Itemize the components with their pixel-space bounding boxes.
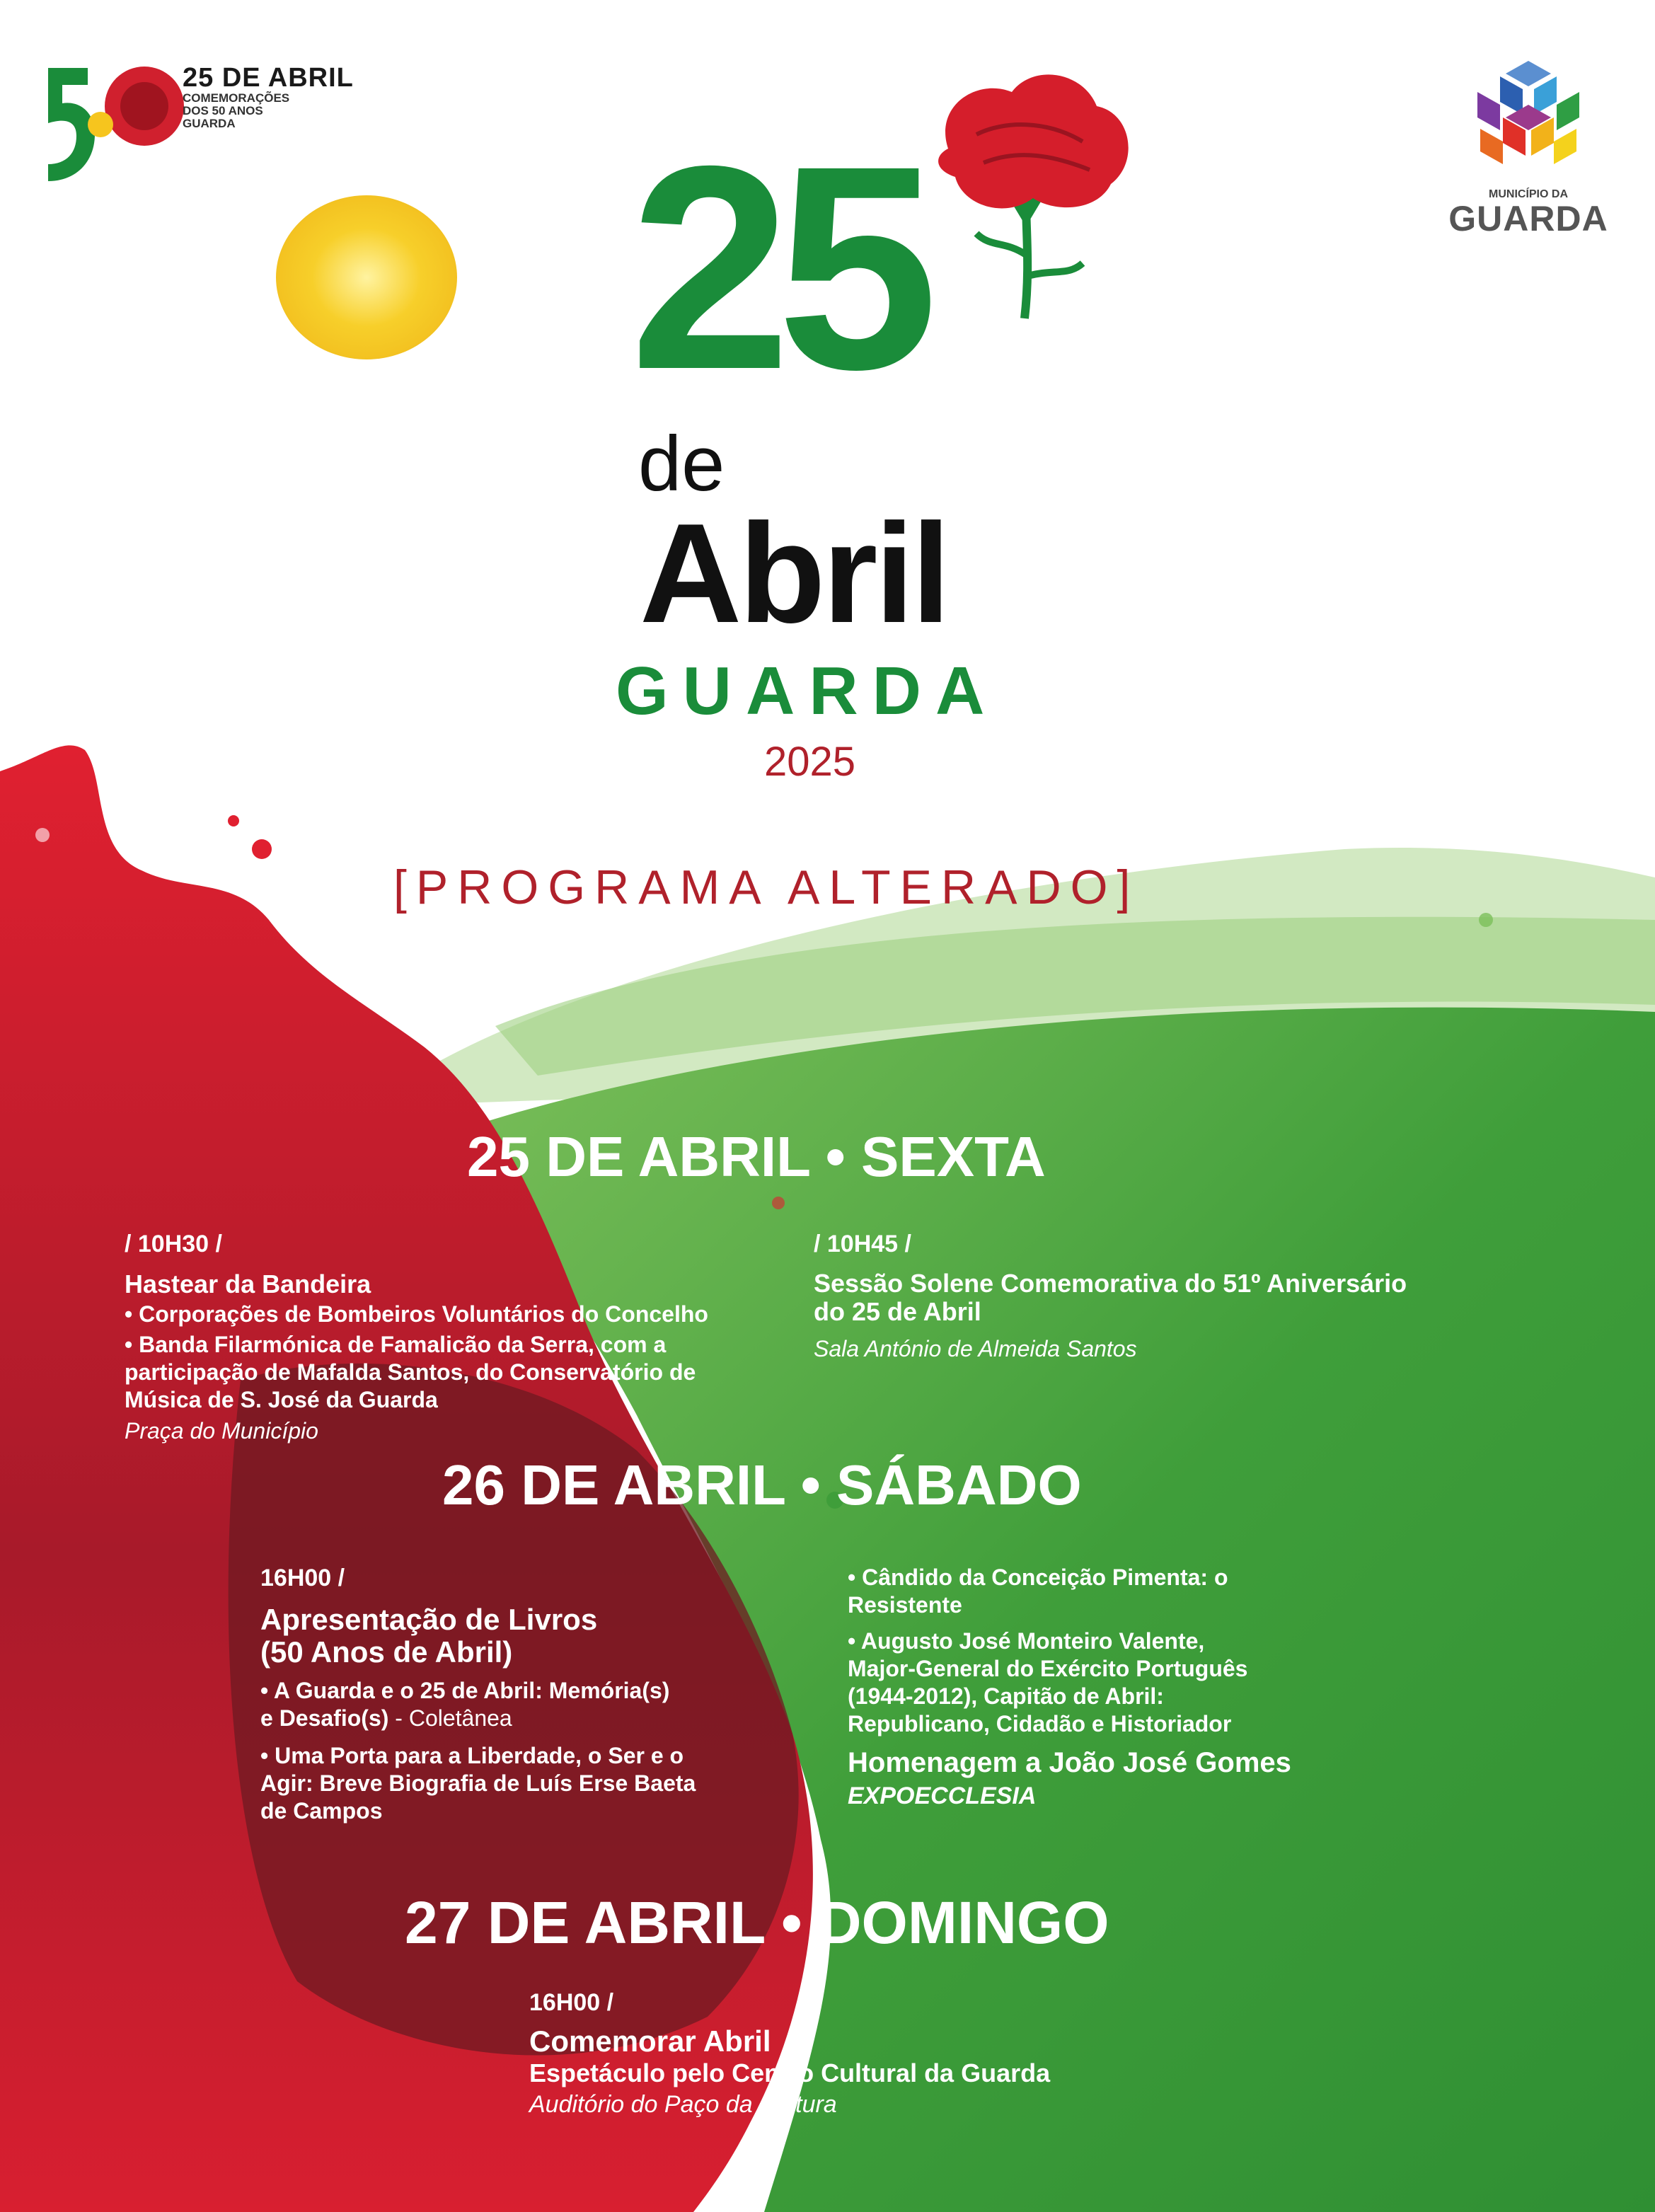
event-time: / 10H45 / [814, 1231, 911, 1257]
programme-notice: [PROGRAMA ALTERADO] [393, 860, 1140, 914]
hero-de: de [638, 420, 725, 507]
book-item: • A Guarda e o 25 de Abril: Memória(s) [260, 1678, 670, 1703]
event-bullet: Música de S. José da Guarda [125, 1387, 438, 1412]
event-flag-raising [125, 1230, 804, 1445]
hero-month: Abril [640, 495, 948, 652]
logo-line: GUARDA [183, 117, 236, 130]
event-title: Sessão Solene Comemorativa do 51º Aniversário [814, 1269, 1407, 1298]
book-suffix: - Coletânea [388, 1705, 512, 1731]
book-title: e Desafio(s) [260, 1705, 389, 1731]
event-subtitle: Espetáculo pelo Centro Cultural da Guarda [529, 2058, 1051, 2087]
event-title: Hastear da Bandeira [125, 1269, 371, 1298]
book-item: Agir: Breve Biografia de Luís Erse Baeta [260, 1770, 696, 1796]
book-item: • Uma Porta para a Liberdade, o Ser e o [260, 1743, 684, 1768]
municipality-cube-logo-icon [1472, 58, 1585, 171]
homage-title: Homenagem a João José Gomes [848, 1747, 1291, 1778]
municipality-name: GUARDA [1448, 199, 1608, 238]
event-place: Auditório do Paço da Cultura [529, 2091, 837, 2118]
event-place: EXPOECCLESIA [848, 1782, 1037, 1809]
book-item: • Cândido da Conceição Pimenta: o [848, 1565, 1228, 1590]
event-book-presentation [260, 1564, 819, 1825]
logo-line: DOS 50 ANOS [183, 104, 263, 117]
event-place: Sala António de Almeida Santos [814, 1336, 1137, 1361]
event-title: do 25 de Abril [814, 1297, 981, 1326]
event-bullet: • Corporações de Bombeiros Voluntários do Concelho [125, 1301, 708, 1327]
logo-line: COMEMORAÇÕES [183, 91, 290, 105]
fifty-years-logo-text [183, 64, 354, 130]
municipality-label: MUNICÍPIO DA [1489, 188, 1568, 200]
book-item: de Campos [260, 1798, 383, 1824]
event-time: 16H00 / [260, 1565, 345, 1591]
day-heading: 27 DE ABRIL • DOMINGO [405, 1889, 1109, 1956]
fifty-years-logo-icon [45, 61, 187, 185]
event-title: Comemorar Abril [529, 2024, 771, 2058]
event-time: 16H00 / [529, 1989, 614, 2016]
book-item [260, 1705, 819, 1732]
logo-title: 25 DE ABRIL [183, 63, 354, 93]
event-bullet: participação de Mafalda Santos, do Conservatório de [125, 1359, 696, 1385]
hero-number: 25 [630, 105, 925, 430]
event-place: Praça do Município [125, 1418, 318, 1444]
day-heading: 26 DE ABRIL • SÁBADO [442, 1453, 1082, 1516]
event-title: Apresentação de Livros [260, 1603, 598, 1636]
event-title: (50 Anos de Abril) [260, 1635, 513, 1669]
red-carnation-icon [920, 64, 1146, 326]
day-heading: 25 DE ABRIL • SEXTA [467, 1125, 1046, 1188]
book-item: Major-General do Exército Português [848, 1656, 1248, 1681]
hero-year: 2025 [764, 739, 856, 785]
book-item: (1944-2012), Capitão de Abril: [848, 1683, 1164, 1709]
event-time: / 10H30 / [125, 1231, 222, 1257]
hero-city: GUARDA [616, 653, 999, 729]
event-bullet: • Banda Filarmónica de Famalicão da Serra, com a [125, 1332, 667, 1357]
book-item: Republicano, Cidadão e Historiador [848, 1711, 1232, 1736]
book-item: Resistente [848, 1592, 962, 1618]
book-item: • Augusto José Monteiro Valente, [848, 1628, 1205, 1654]
event-book-presentation-cont [848, 1564, 1527, 1811]
event-solemn-session [814, 1230, 1606, 1363]
event-commemorate [529, 1988, 1237, 2120]
yellow-paint-blob-icon [267, 190, 461, 367]
